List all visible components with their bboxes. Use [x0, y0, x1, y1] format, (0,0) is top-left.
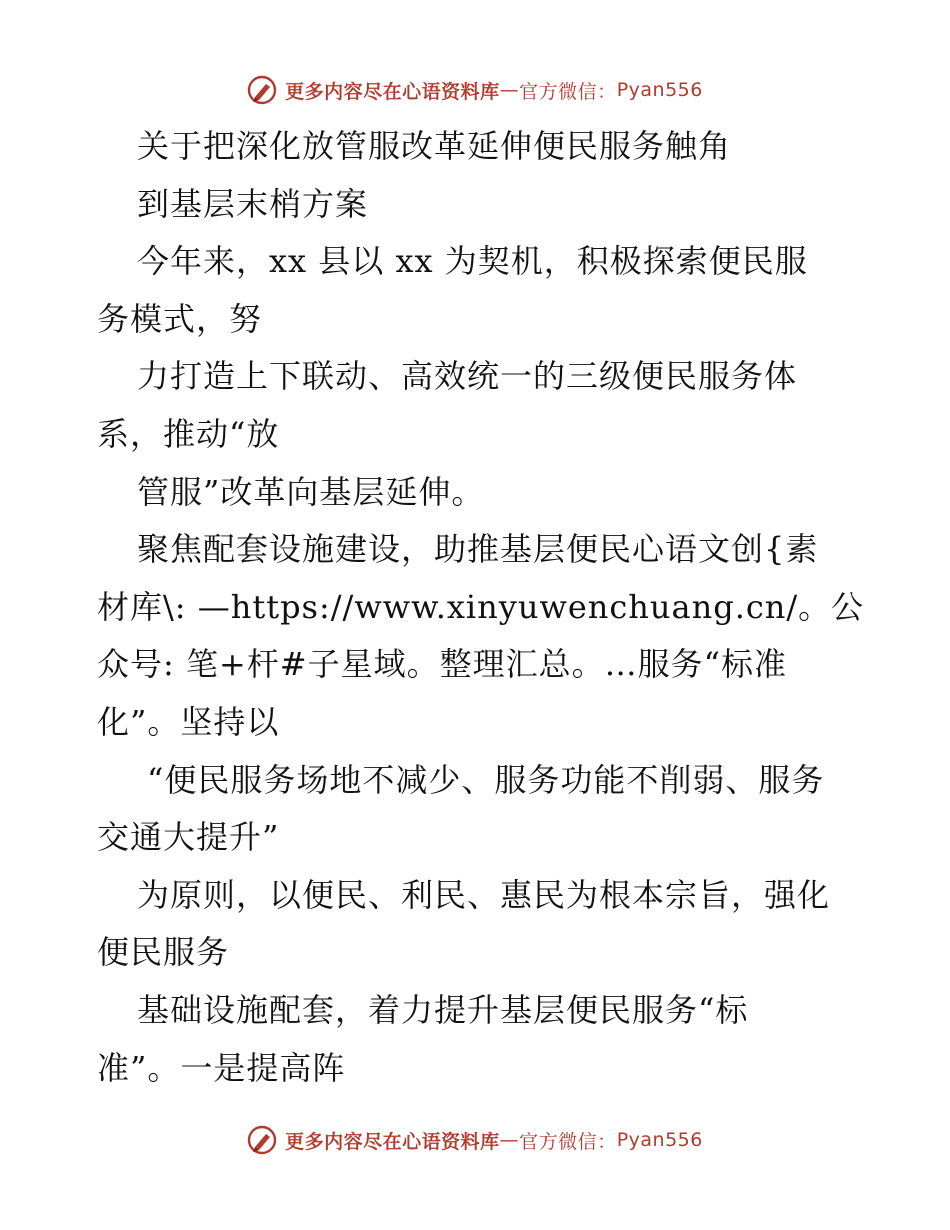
document-body: [97, 118, 865, 1097]
watermark-wechat-id: Pyan556: [616, 79, 703, 101]
title-line-2: 到基层末梢方案: [137, 184, 369, 223]
paragraph-line: 为原则，以便民、利民、惠民为根本宗旨，强化: [137, 875, 831, 914]
watermark-separator: —: [499, 79, 520, 101]
paragraph-line: 管服”改革向基层延伸。: [137, 472, 485, 511]
paragraph-line: “便民服务场地不减少、服务功能不削弱、服务: [147, 760, 825, 799]
watermark-wechat-id: Pyan556: [616, 1129, 703, 1151]
watermark-separator: —: [499, 1129, 520, 1151]
pen-logo-icon: [247, 75, 277, 105]
paragraph-line: 力打造上下联动、高效统一的三级便民服务体: [137, 357, 798, 396]
paragraph-line: 基础设施配套，着力提升基层便民服务“标: [137, 990, 749, 1029]
paragraph-line: 聚焦配套设施建设，助推基层便民心语文创{素: [137, 530, 819, 569]
paragraph-line: 准”。一是提高阵: [97, 1048, 346, 1087]
watermark-header: [0, 70, 950, 110]
paragraph-line: 便民服务: [97, 933, 230, 972]
paragraph-line: 今年来，xx 县以 xx 为契机，积极探索便民服: [137, 242, 808, 281]
paragraph-line: 系，推动“放: [97, 414, 280, 453]
watermark-footer: [0, 1120, 950, 1160]
paragraph-line: 务模式，努: [97, 299, 263, 338]
watermark-official-label: 官方微信：: [519, 80, 617, 103]
paragraph-line: 材库\: —https://www.xinyuwenchuang.cn/。公: [97, 587, 865, 626]
watermark-brand-text: 更多内容尽在心语资料库: [285, 1130, 500, 1153]
paragraph-line: 化”。坚持以: [97, 702, 280, 741]
paragraph-line: 众号: 笔+杆#子星域。整理汇总。…服务“标准: [97, 645, 787, 684]
paragraph-line: 交通大提升”: [97, 818, 280, 857]
watermark-brand-text: 更多内容尽在心语资料库: [285, 80, 500, 103]
watermark-official-label: 官方微信：: [519, 1130, 617, 1153]
title-line-1: 关于把深化放管服改革延伸便民服务触角: [137, 127, 732, 165]
pen-logo-icon: [247, 1125, 277, 1155]
